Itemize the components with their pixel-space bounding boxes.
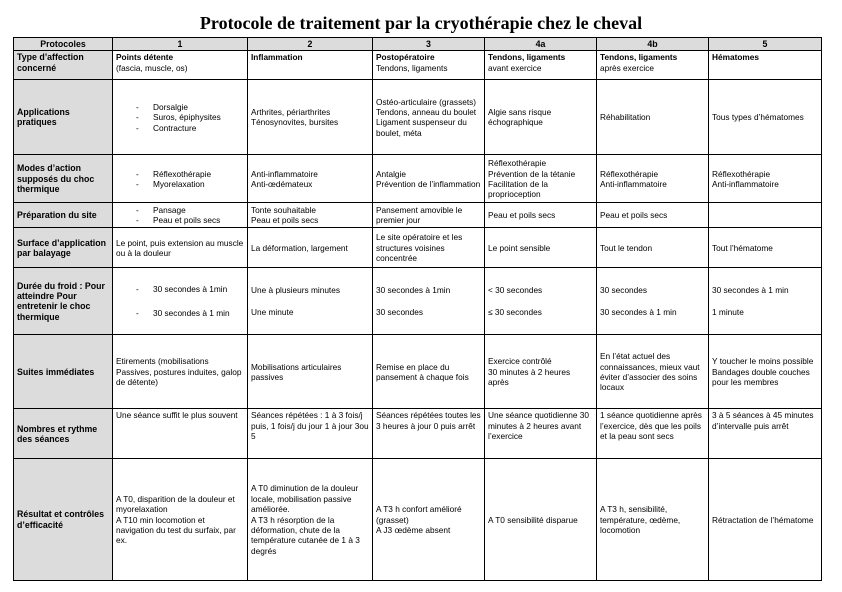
- row-duree: [14, 268, 822, 335]
- cell-resultat-2: A T0 diminution de la douleur locale, mobilisation passive améliorée. A T3 h résorption de la déformation, chute de la température cutanée de 1 à 3 degrés: [248, 459, 373, 581]
- cell-type-1: Points détente (fascia, muscle, os): [113, 51, 248, 80]
- cell-type-5: Hématomes: [709, 51, 822, 80]
- cell-duree-5: 30 secondes à 1 min 1 minute: [709, 268, 822, 335]
- row-header-preparation: Préparation du site: [14, 203, 113, 228]
- col-header-4b: 4b: [597, 38, 709, 51]
- list-item: - 30 secondes à 1min: [116, 284, 244, 294]
- cell-suites-4b: En l’état actuel des connaissances, mieux vaut éviter d’associer des soins locaux: [597, 335, 709, 409]
- cell-duree-1: [113, 268, 248, 335]
- row-header-nombres: Nombres et rythme des séances: [14, 409, 113, 459]
- list-item: - Peau et poils secs: [116, 215, 244, 225]
- row-preparation: [14, 203, 822, 228]
- row-header-applications: Applications pratiques: [14, 80, 113, 155]
- cell-suites-2: Mobilisations articulaires passives: [248, 335, 373, 409]
- row-header-type: Type d’affection concerné: [14, 51, 113, 80]
- cell-modes-5: Réflexothérapie Anti-inflammatoire: [709, 155, 822, 203]
- cell-surface-5: Tout l’hématome: [709, 228, 822, 268]
- cell-duree-4b: 30 secondes 30 secondes à 1 min: [597, 268, 709, 335]
- cell-applications-3: Ostéo-articulaire (grassets) Tendons, anneau du boulet Ligament suspenseur du boulet, méta: [373, 80, 485, 155]
- row-header-surface: Surface d’application par balayage: [14, 228, 113, 268]
- header-row: [14, 38, 822, 51]
- cell-duree-4a: < 30 secondes ≤ 30 secondes: [485, 268, 597, 335]
- row-header-modes: Modes d’action supposés du choc thermique: [14, 155, 113, 203]
- cell-applications-4a: Algie sans risque échographique: [485, 80, 597, 155]
- col-header-protocoles: Protocoles: [14, 38, 113, 51]
- row-applications: [14, 80, 822, 155]
- col-header-3: 3: [373, 38, 485, 51]
- cell-surface-1: Le point, puis extension au muscle ou à la douleur: [113, 228, 248, 268]
- cell-suites-1: Etirements (mobilisations Passives, postures induites, galop de détente): [113, 335, 248, 409]
- col-header-5: 5: [709, 38, 822, 51]
- list-item: - Dorsalgie: [116, 102, 244, 112]
- cell-type-4b: Tendons, ligaments après exercice: [597, 51, 709, 80]
- cell-applications-4b: Réhabilitation: [597, 80, 709, 155]
- list-item: - Suros, épiphysites: [116, 112, 244, 122]
- cell-resultat-4b: A T3 h, sensibilité, température, œdème, locomotion: [597, 459, 709, 581]
- cell-modes-4a: Réflexothérapie Prévention de la tétanie Facilitation de la proprioception: [485, 155, 597, 203]
- cell-type-4a: Tendons, ligaments avant exercice: [485, 51, 597, 80]
- cell-applications-1: [113, 80, 248, 155]
- row-header-duree: Durée du froid : Pour atteindre Pour entretenir le choc thermique: [14, 268, 113, 335]
- cell-duree-3: 30 secondes à 1min 30 secondes: [373, 268, 485, 335]
- row-resultat: [14, 459, 822, 581]
- row-modes-action: [14, 155, 822, 203]
- col-header-2: 2: [248, 38, 373, 51]
- cell-resultat-5: Rétractation de l’hématome: [709, 459, 822, 581]
- cell-applications-5: Tous types d’hématomes: [709, 80, 822, 155]
- cell-duree-2: Une à plusieurs minutes Une minute: [248, 268, 373, 335]
- row-surface: [14, 228, 822, 268]
- cell-modes-4b: Réflexothérapie Anti-inflammatoire: [597, 155, 709, 203]
- row-header-resultat: Résultat et contrôles d’efficacité: [14, 459, 113, 581]
- list-item: - Réflexothérapie: [116, 169, 244, 179]
- cell-nombres-4b: 1 séance quotidienne après l’exercice, dès que les poils et la peau sont secs: [597, 409, 709, 459]
- cell-suites-5: Y toucher le moins possible Bandages double couches pour les membres: [709, 335, 822, 409]
- cell-nombres-1: Une séance suffit le plus souvent: [113, 409, 248, 459]
- row-suites: [14, 335, 822, 409]
- cell-resultat-4a: A T0 sensibilité disparue: [485, 459, 597, 581]
- list-item: - Contracture: [116, 123, 244, 133]
- cell-modes-2: Anti-inflammatoire Anti-œdémateux: [248, 155, 373, 203]
- list-item: - Pansage: [116, 205, 244, 215]
- cell-preparation-4b: Peau et poils secs: [597, 203, 709, 228]
- cell-resultat-1: A T0, disparition de la douleur et myorelaxation A T10 min locomotion et navigation du test du surfaix, par ex.: [113, 459, 248, 581]
- col-header-4a: 4a: [485, 38, 597, 51]
- cell-surface-3: Le site opératoire et les structures voisines concentrée: [373, 228, 485, 268]
- cell-modes-3: Antalgie Prévention de l’inflammation: [373, 155, 485, 203]
- cell-applications-2: Arthrites, périarthrites Ténosynovites, bursites: [248, 80, 373, 155]
- cell-nombres-4a: Une séance quotidienne 30 minutes à 2 heures avant l’exercice: [485, 409, 597, 459]
- row-header-suites: Suites immédiates: [14, 335, 113, 409]
- cell-preparation-4a: Peau et poils secs: [485, 203, 597, 228]
- protocol-table: [13, 37, 822, 581]
- cell-nombres-2: Séances répétées : 1 à 3 fois/j puis, 1 fois/j du jour 1 à jour 3ou 5: [248, 409, 373, 459]
- cell-nombres-3: Séances répétées toutes les 3 heures à jour 0 puis arrêt: [373, 409, 485, 459]
- list-item: - 30 secondes à 1 min: [116, 308, 244, 318]
- cell-preparation-3: Pansement amovible le premier jour: [373, 203, 485, 228]
- cell-surface-4b: Tout le tendon: [597, 228, 709, 268]
- document-title: Protocole de traitement par la cryothérapie chez le cheval: [199, 13, 643, 33]
- cell-surface-4a: Le point sensible: [485, 228, 597, 268]
- list-item: - Myorelaxation: [116, 179, 244, 189]
- row-nombres: [14, 409, 822, 459]
- cell-resultat-3: A T3 h confort amélioré (grasset) A J3 œdème absent: [373, 459, 485, 581]
- cell-preparation-5: [709, 203, 822, 228]
- cell-preparation-2: Tonte souhaitable Peau et poils secs: [248, 203, 373, 228]
- cell-type-3: Postopératoire Tendons, ligaments: [373, 51, 485, 80]
- cell-type-2: Inflammation: [248, 51, 373, 80]
- cell-suites-4a: Exercice contrôlé 30 minutes à 2 heures après: [485, 335, 597, 409]
- row-type-affection: [14, 51, 822, 80]
- col-header-1: 1: [113, 38, 248, 51]
- cell-surface-2: La déformation, largement: [248, 228, 373, 268]
- cell-suites-3: Remise en place du pansement à chaque fois: [373, 335, 485, 409]
- cell-modes-1: [113, 155, 248, 203]
- cell-preparation-1: [113, 203, 248, 228]
- cell-nombres-5: 3 à 5 séances à 45 minutes d’intervalle puis arrêt: [709, 409, 822, 459]
